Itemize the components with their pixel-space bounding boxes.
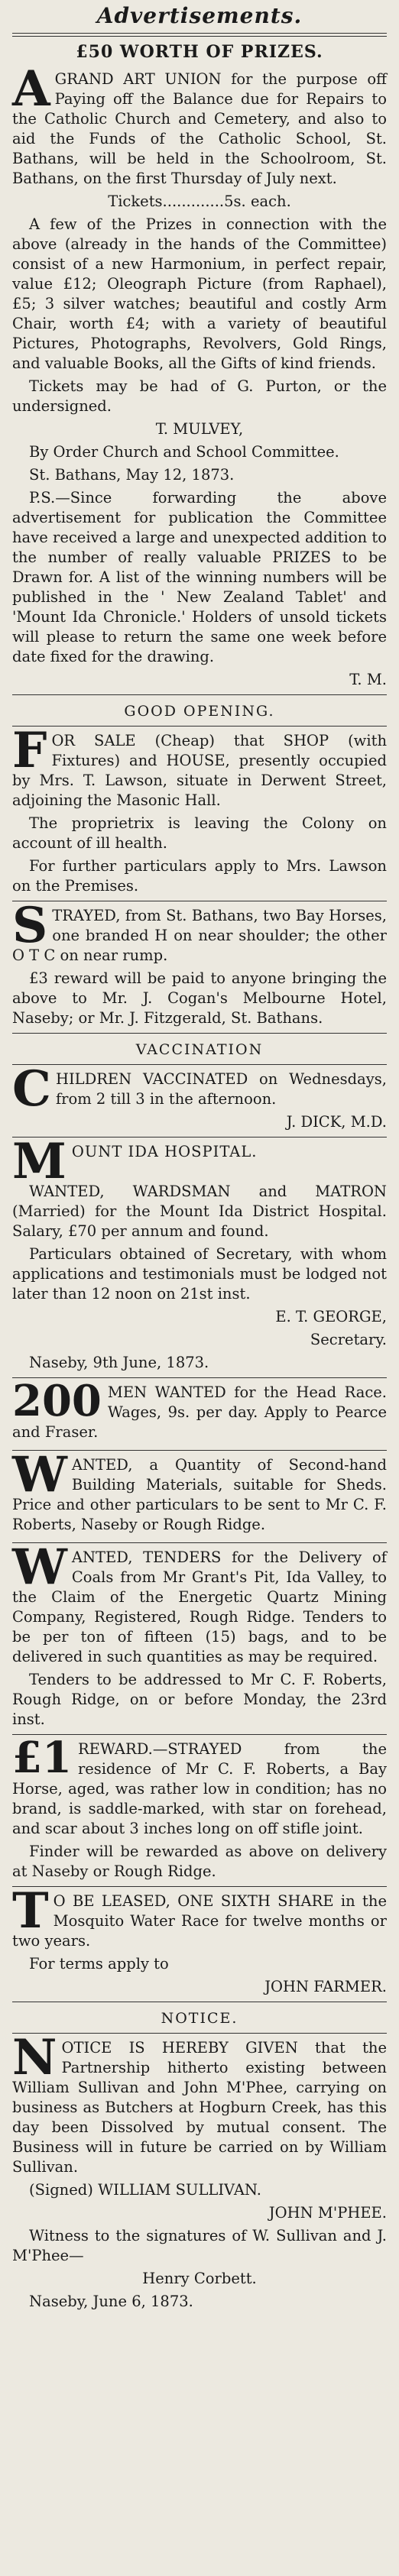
hospital-signed: E. T. GEORGE, <box>275 1308 387 1325</box>
divider <box>12 33 387 37</box>
hospital-title: OUNT IDA HOSPITAL. <box>71 1143 258 1160</box>
drop-cap: A <box>12 60 50 118</box>
drop-cap: M <box>12 1133 67 1190</box>
prizes-body: A few of the Prizes in connection with the above (already in the hands of the Committee) consist of a new Harmonium, in perfect repair, value £12; Oleograph Picture (from Raphael), £5; 3 silver watches; beautiful and costly Arm Chair, worth £4; with a variety of beautiful Pictures, Photographs, Revolvers, Gold Rings, and valuable Books, all the Gifts of kind friends. <box>12 215 387 372</box>
divider <box>12 1450 387 1451</box>
tenders-address: Tenders to be addressed to Mr C. F. Roberts, Rough Ridge, on or before Monday, the 23rd inst. <box>12 1671 387 1728</box>
men-text: MEN WANTED for the Head Race. Wages, 9s. per day. Apply to Pearce and Fraser. <box>12 1383 387 1441</box>
strayed-intro: TRAYED, from St. Bathans, two Bay Horses, one branded H on near shoulder; the other O T C on near rump. <box>12 907 387 964</box>
vaccination-intro: HILDREN VACCINATED on Wednesdays, from 2 till 3 in the afternoon. <box>55 1070 387 1108</box>
materials-text: ANTED, a Quantity of Second-hand Building Materials, suitable for Sheds. Price and other particulars to be sent to Mr C. F. Roberts, Naseby or Rough Ridge. <box>12 1456 387 1533</box>
notice-signed-2: JOHN M'PHEE. <box>268 2204 387 2222</box>
prizes-dateline: St. Bathans, May 12, 1873. <box>29 466 235 484</box>
drop-cap: F <box>12 722 47 779</box>
reward-finder: Finder will be rewarded as above on delivery at Naseby or Rough Ridge. <box>12 1843 387 1880</box>
strayed-reward: £3 reward will be paid to anyone bringing the above to Mr. J. Cogan's Melbourne Hotel, Naseby; or Mr. J. Fitzgerald, St. Bathans. <box>12 969 387 1027</box>
big-number: 200 <box>12 1376 102 1426</box>
opening-intro: OR SALE (Cheap) that SHOP (with Fixtures) and HOUSE, presently occupied by Mrs. T. Lawson, situate in Derwent Street, adjoining the Masonic Hall. <box>12 732 387 809</box>
divider <box>12 726 387 727</box>
notice-dateline: Naseby, June 6, 1873. <box>29 2293 193 2310</box>
opening-body: The proprietrix is leaving the Colony on account of ill health. <box>12 814 387 852</box>
masthead: Advertisements. <box>96 3 303 28</box>
notice-witness-name: Henry Corbett. <box>142 2270 257 2287</box>
prizes-advert <box>12 42 387 690</box>
tenders-text: ANTED, TENDERS for the Delivery of Coals from Mr Grant's Pit, Ida Valley, to the Claim of the Energetic Quartz Mining Company, Registered, Rough Ridge. Tenders to be per ton of fifteen (15) bags, and to be delivered in such quantities as may be required. <box>12 1549 387 1665</box>
divider <box>12 1033 387 1034</box>
leased-signed: JOHN FARMER. <box>264 1978 387 1995</box>
drop-cap: £1 <box>12 1733 72 1783</box>
divider <box>12 1064 387 1065</box>
drop-cap: C <box>12 1060 51 1118</box>
notice-witness: Witness to the signatures of W. Sullivan and J. M'Phee— <box>12 2227 387 2264</box>
drop-cap: T <box>12 1882 49 1940</box>
hospital-advert <box>12 1133 387 1373</box>
prizes-heading: £50 WORTH OF PRIZES. <box>76 42 323 62</box>
vaccination-heading: VACCINATION <box>135 1041 264 1058</box>
prizes-by-order: By Order Church and School Committee. <box>29 443 339 461</box>
men-advert <box>12 1376 387 1445</box>
notice-heading: NOTICE. <box>161 2010 238 2027</box>
vaccination-signed: J. DICK, M.D. <box>286 1113 387 1131</box>
strayed-advert <box>12 897 387 1028</box>
prizes-initials: T. M. <box>349 671 387 688</box>
hospital-dateline: Naseby, 9th June, 1873. <box>29 1354 209 1371</box>
prizes-tickets-had: Tickets may be had of G. Purton, or the undersigned. <box>12 377 387 415</box>
opening-heading: GOOD OPENING. <box>124 703 275 720</box>
hospital-particulars: Particulars obtained of Secretary, with whom applications and testimonials must be lodged not later than 12 noon on 21st inst. <box>12 1245 387 1303</box>
prizes-intro: GRAND ART UNION for the purpose off Paying off the Balance due for Repairs to the Catholic Church and Cemetery, and also to aid the Funds of the Catholic School, St. Bathans, will be held in the Schoolroom, St. Bathans, on the first Thursday of July next. <box>12 70 387 187</box>
drop-cap: N <box>12 2029 57 2086</box>
notice-text: OTICE IS HEREBY GIVEN that the Partnership hitherto existing between William Sullivan and John M'Phee, carrying on business as Butchers at Hogburn Creek, has this day been Dissolved by mutual consent. The Business will in future be carried on by William Sullivan. <box>12 2039 387 2176</box>
drop-cap: S <box>12 897 48 954</box>
prizes-signed: T. MULVEY, <box>155 420 244 438</box>
reward-text: REWARD.—STRAYED from the residence of Mr C. F. Roberts, a Bay Horse, aged, was rather low in condition; has no brand, is saddle-marked, with star on forehead, and scar about 3 inches long on off stifle joint. <box>12 1740 387 1837</box>
prizes-ps: P.S.—Since forwarding the above advertisement for publication the Committee have received a large and unexpected addition to the number of really valuable PRIZES to be Drawn for. A list of the winning numbers will be published in the ' New Zealand Tablet' and 'Mount Ida Chronicle.' Holders of unsold tickets will please to return the same one week before date fixed for the drawing. <box>12 489 387 665</box>
prizes-tickets: Tickets.............5s. each. <box>108 193 291 210</box>
tenders-advert <box>12 1539 387 1730</box>
materials-advert <box>12 1446 387 1538</box>
reward-advert <box>12 1733 387 1882</box>
notice-advert <box>12 2010 387 2312</box>
drop-cap: W <box>12 1446 67 1503</box>
divider <box>12 1542 387 1543</box>
divider <box>12 2033 387 2034</box>
leased-advert <box>12 1882 387 1997</box>
leased-terms: For terms apply to <box>29 1955 169 1972</box>
divider <box>12 1137 387 1138</box>
leased-text: O BE LEASED, ONE SIXTH SHARE in the Mosquito Water Race for twelve months or two years. <box>12 1892 387 1950</box>
opening-further: For further particulars apply to Mrs. Lawson on the Premises. <box>12 857 387 895</box>
opening-advert <box>12 703 387 896</box>
drop-cap: W <box>12 1539 67 1596</box>
divider <box>12 694 387 695</box>
notice-signed-1: (Signed) WILLIAM SULLIVAN. <box>29 2181 261 2199</box>
hospital-role: Secretary. <box>310 1331 387 1348</box>
hospital-wanted: WANTED, WARDSMAN and MATRON (Married) for the Mount Ida District Hospital. Salary, £70 per annum and found. <box>12 1183 387 1240</box>
vaccination-advert <box>12 1041 387 1132</box>
divider <box>12 1886 387 1887</box>
